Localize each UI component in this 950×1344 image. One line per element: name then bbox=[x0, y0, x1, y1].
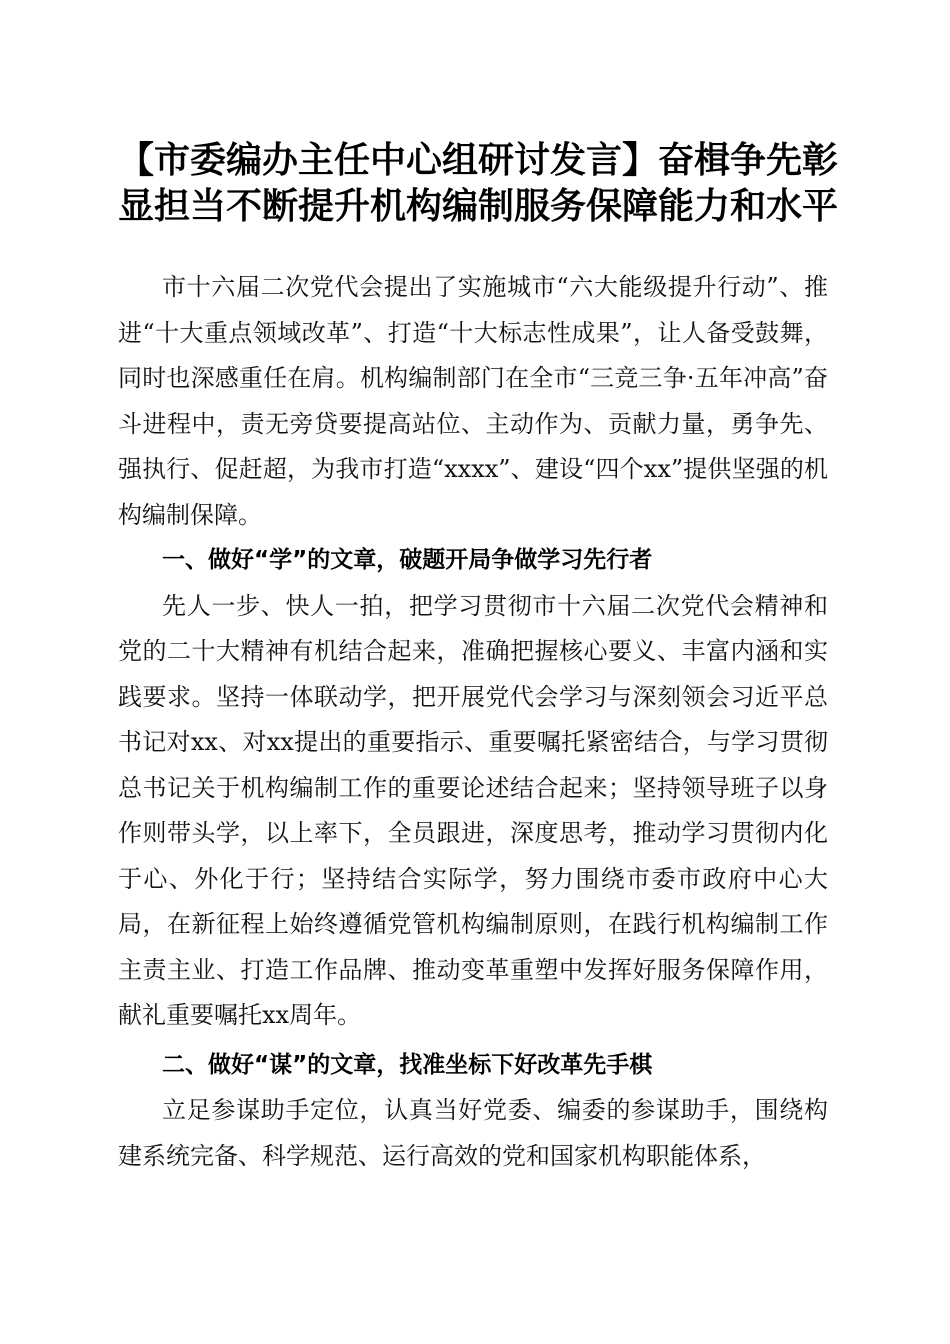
section-heading-2: 二、做好“谋”的文章，找准坐标下好改革先手棋 bbox=[162, 1051, 653, 1078]
document-title: 【市委编办主任中心组研讨发言】奋楫争先彰显担当不断提升机构编制服务保障能力和水平 bbox=[118, 140, 839, 227]
section-1-paragraph: 先人一步、快人一拍，把学习贯彻市十六届二次党代会精神和党的二十大精神有机结合起来，准确把握核心要义、丰富内涵和实践要求。坚持一体联动学，把开展党代会学习与深刻领会习近平总书记对xx、对xx提出的重要指示、重要嘱托紧密结合，与学习贯彻总书记关于机构编制工作的重要论述结合起来；坚持领导班子以身作则带头学，以上率下，全员跟进，深度思考，推动学习贯彻内化于心、外化于行；坚持结合实际学，努力围绕市委市政府中心大局，在新征程上始终遵循党管机构编制原则，在践行机构编制工作主责主业、打造工作品牌、推动变革重塑中发挥好服务保障作用，献礼重要嘱托xx周年。 bbox=[118, 591, 828, 1029]
document-body bbox=[118, 265, 828, 1179]
section-2-paragraph: 立足参谋助手定位，认真当好党委、编委的参谋助手，围绕构建系统完备、科学规范、运行高效的党和国家机构职能体系， bbox=[118, 1096, 828, 1170]
intro-paragraph: 市十六届二次党代会提出了实施城市“六大能级提升行动”、推进“十大重点领域改革”、打造“十大标志性成果”，让人备受鼓舞，同时也深感重任在肩。机构编制部门在全市“三竞三争·五年冲高”奋斗进程中，责无旁贷要提高站位、主动作为、贡献力量，勇争先、强执行、促赶超，为我市打造“xxxx”、建设“四个xx”提供坚强的机构编制保障。 bbox=[118, 273, 828, 529]
section-heading-1: 一、做好“学”的文章，破题开局争做学习先行者 bbox=[162, 547, 653, 573]
